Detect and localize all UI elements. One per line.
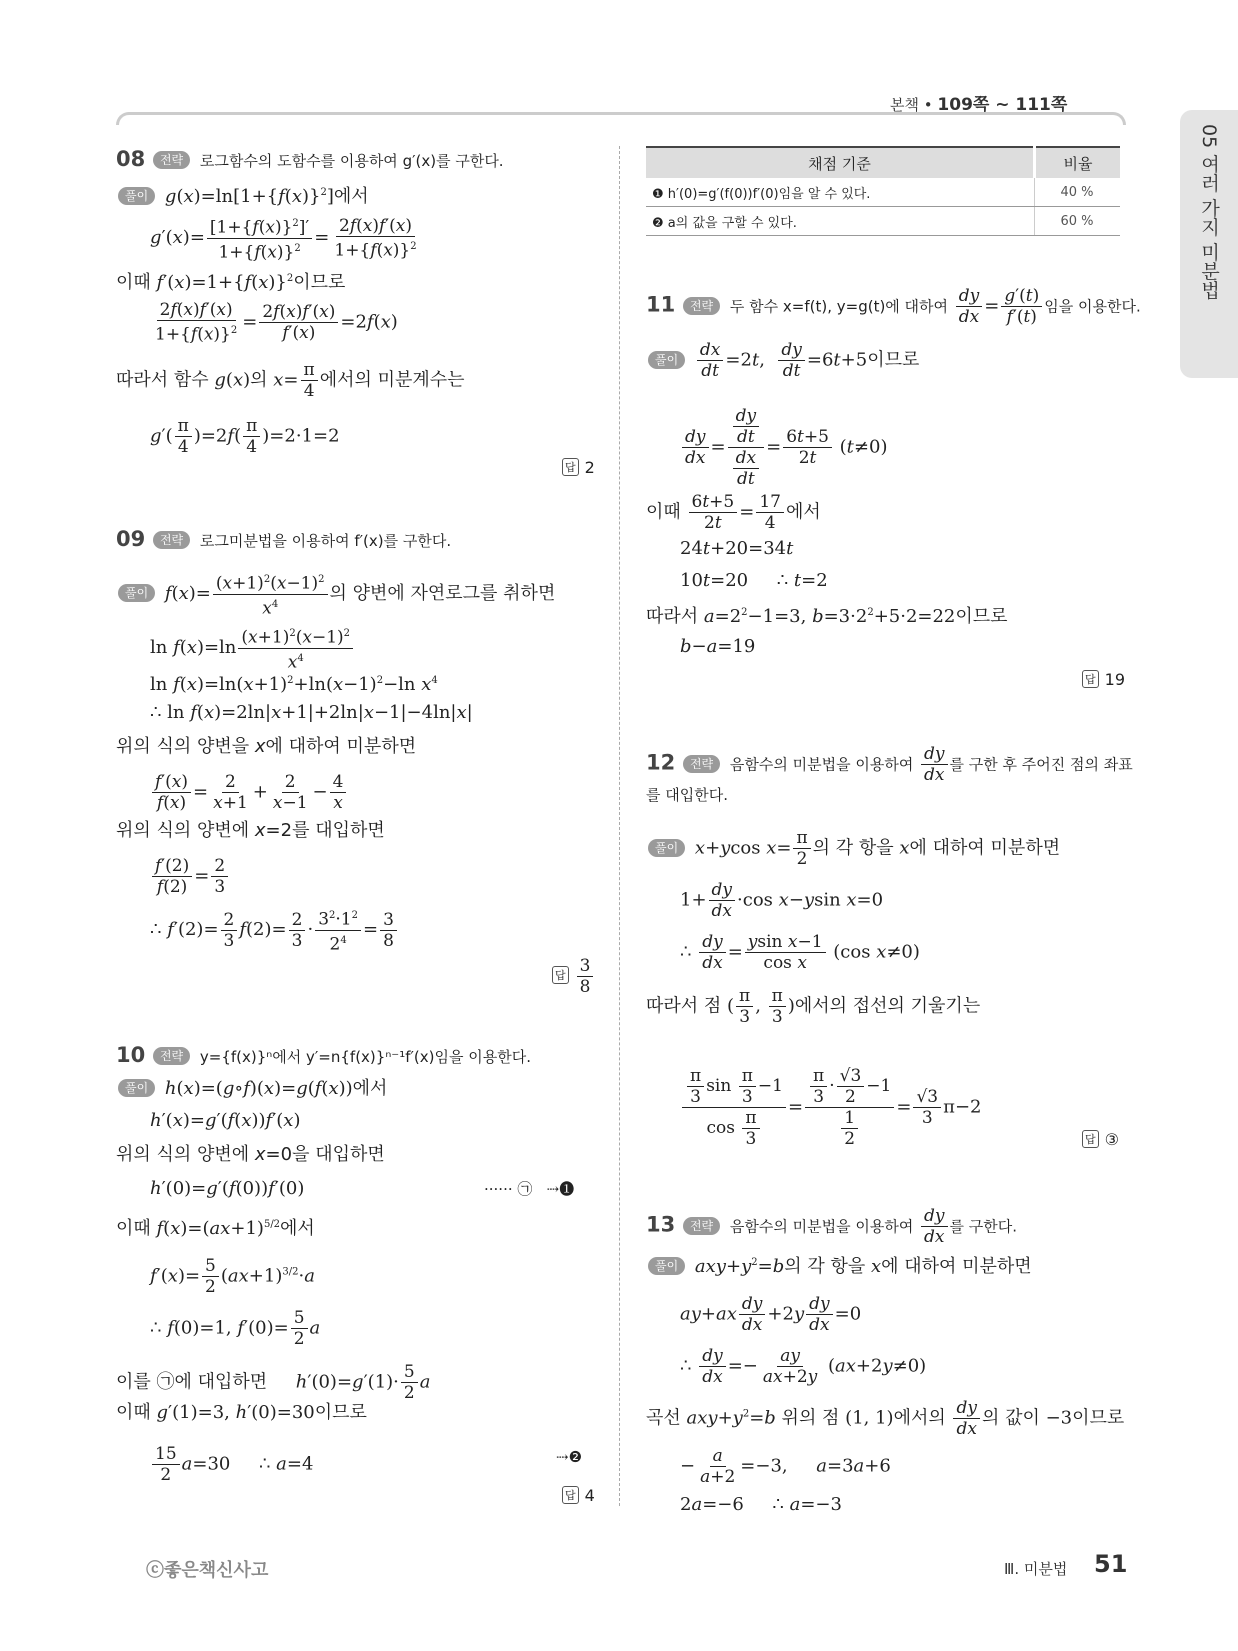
answer-10 — [562, 1486, 595, 1505]
column-divider — [619, 146, 620, 1506]
book-ref: 본책 — [890, 96, 919, 114]
chapter-tab-label: 05 여러 가지 미분법 — [1198, 124, 1220, 300]
answer-mark: 답 — [1082, 670, 1099, 688]
strategy-text-cont: 를 대입한다. — [646, 786, 728, 804]
strategy-badge: 전략 — [683, 297, 720, 315]
math-line: ∴ f(0)=1, f′(0)= $\frac{5}{2}$ a — [150, 1308, 321, 1349]
math-line: ∴ f′(2)= $\frac{2}{3}$ f(2)= $\frac{2}{3}$ · $\frac{3^2\cdot 1^2}{2^4}$ = $\frac{3}{8}$ — [150, 906, 399, 954]
solution-line: 풀이 x+ycos x= $\frac{\pi}{2}$ 의 각 항을 x에 대하여 미분하면 — [646, 828, 1060, 869]
answer-mark: 답 — [552, 966, 569, 984]
problem-10-heading — [116, 1042, 531, 1070]
table-row — [646, 207, 1120, 236]
answer-mark: 답 — [562, 458, 579, 476]
math-line: g′(x)= $\frac{[1+\{f(x)\}^2]'}{1+\{f(x)\}^2}$ = $\frac{2f(x)f'(x)}{1+\{f(x)\}^2}$ — [150, 215, 417, 263]
math-line: f′(x)= $\frac{5}{2}$ $(ax+1)^{3/2}\cdot a$ — [150, 1256, 315, 1297]
answer-08 — [562, 458, 595, 477]
strategy-badge: 전략 — [683, 755, 720, 773]
answer-12 — [1082, 1130, 1119, 1149]
bullet-icon: • — [923, 96, 933, 114]
math-line: ay+ax $\frac{dy}{dx}$ +2y $\frac{dy}{dx}$ =0 — [680, 1294, 862, 1335]
problem-12-heading: 12 전략 음함수의 미분법을 이용하여 $\frac{dy}{dx}$ 를 구한 후 주어진 점의 좌표 — [646, 744, 1133, 785]
strategy-text: y={f(x)}ⁿ에서 y′=n{f(x)}ⁿ⁻¹f′(x)임을 이용한다. — [199, 1048, 531, 1066]
strategy-text: 두 함수 x=f(t), y=g(t)에 대하여 — [729, 297, 949, 316]
math-line: 24t+20=34t — [680, 538, 794, 559]
math-line: $\ln f(x)=\ln(x+1)^2+\ln(x-1)^2-\ln$ $x^4$ — [150, 674, 438, 695]
math-line: ∴ $\frac{dy}{dx}$ = $\frac{\text{ysin x−1}}{\text{cos x}}$ (cos x≠0) — [680, 932, 920, 973]
math-line: h′(x)=g′(f(x))f′(x) — [150, 1110, 301, 1131]
problem-09-heading — [116, 526, 451, 554]
math-line: 이때 $\frac{6t+5}{2t}$ = $\frac{17}{4}$ 에서 — [646, 492, 821, 533]
header-rule — [116, 112, 1126, 125]
math-line: $\frac{\pi}{3}$ sin $\frac{\pi}{3}$ −1 cos $\frac{\pi}{3}$ = $\frac{\pi}{3}$ · $\frac{√3}{2}$ −1 $\frac{1}{2}$ = $\frac{√3}{3}$ π−2 — [680, 1066, 981, 1149]
answer-numerator: 3 — [577, 956, 594, 977]
problem-number: 13 — [646, 1212, 676, 1237]
answer-value: ③ — [1104, 1130, 1119, 1149]
math-line: ······ ㉠ ⇢❶ — [484, 1180, 575, 1198]
answer-11 — [1082, 670, 1125, 689]
solution-line: 풀이 $g(x)=\ln[1+\{f(x)\}^2]$에서 — [116, 180, 369, 210]
solution-line: 풀이 $\frac{dx}{dt}$ =2t, $\frac{dy}{dt}$ =6t+5이므로 — [646, 340, 919, 381]
math-line: − $\frac{a}{a+2}$ =−3, a=3a+6 — [680, 1446, 891, 1487]
table-cell: 60 % — [1035, 207, 1121, 236]
answer-value: 4 — [584, 1486, 595, 1505]
publisher-logo: ⓒ좋은책신사고 — [146, 1560, 269, 1581]
math-line: 위의 식의 양변을 x에 대하여 미분하면 — [116, 736, 417, 757]
answer-value: 2 — [584, 458, 595, 477]
table-header-criteria: 채점 기준 — [646, 147, 1035, 178]
answer-mark: 답 — [1082, 1130, 1099, 1148]
strategy-text: 로그미분법을 이용하여 f′(x)를 구한다. — [199, 532, 452, 550]
math-line: 1+ $\frac{dy}{dx}$ ·cos x−ysin x=0 — [680, 880, 884, 921]
math-line: 이를 ㉠에 대입하면 h′(0)=g′(1)· $\frac{5}{2}$ a — [116, 1362, 431, 1403]
strategy-text: 음함수의 미분법을 이용하여 — [729, 755, 914, 774]
page-range: 109쪽 ~ 111쪽 — [937, 95, 1068, 115]
math-line: 2a=−6 ∴ a=−3 — [680, 1494, 842, 1515]
math-line: ∴ $\frac{dy}{dx}$ =− $\frac{ay}{ax+2y}$ (ax+2y≠0) — [680, 1346, 927, 1387]
solution-badge: 풀이 — [648, 839, 685, 857]
strategy-text-mid: 를 구한 후 주어진 점의 좌표 — [949, 755, 1133, 774]
strategy-badge: 전략 — [153, 531, 190, 549]
table-row — [646, 178, 1120, 207]
math-line: ln f(x)=ln $\frac{(x+1)^2(x-1)^2}{x^4}$ — [150, 624, 355, 672]
math-line: $\frac{2f(x)f'(x)}{1+\{f(x)\}^2}$ = $\frac{2f(x)f'(x)}{f'(x)}$ =2f(x) — [155, 300, 398, 345]
answer-value: 19 — [1104, 670, 1125, 689]
scoring-criteria-table — [646, 146, 1120, 236]
math-line: g′( $\frac{\pi}{4}$ )=2f( $\frac{\pi}{4}$ )=2·1=2 — [150, 416, 340, 457]
math-line: $\frac{f'(x)}{f(x)}$ = $\frac{2}{x+1}$ + $\frac{2}{x-1}$ − $\frac{4}{x}$ — [150, 772, 348, 813]
math-line: b−a=19 — [680, 636, 756, 657]
solution-badge: 풀이 — [648, 351, 685, 369]
math-line: $\frac{dy}{dx}$ = $\frac{\frac{dy}{dt}}{\frac{dx}{dt}}$ = $\frac{6t+5}{2t}$ (t≠0) — [680, 406, 887, 489]
problem-number: 08 — [116, 147, 146, 171]
solution-badge: 풀이 — [648, 1257, 685, 1275]
solution-badge: 풀이 — [118, 584, 155, 602]
math-line: 따라서 점 ( $\frac{\pi}{3}$ , $\frac{\pi}{3}$ )에서의 접선의 기울기는 — [646, 986, 981, 1027]
problem-number: 11 — [646, 292, 676, 317]
problem-number: 10 — [116, 1043, 146, 1067]
math-line: ⇢❷ — [556, 1448, 583, 1466]
math-line: 위의 식의 양변에 x=2를 대입하면 — [116, 820, 385, 841]
table-header-ratio: 비율 — [1035, 147, 1121, 178]
footer-section: Ⅲ. 미분법 — [1004, 1560, 1068, 1578]
problem-11-heading: 11 전략 두 함수 x=f(t), y=g(t)에 대하여 $\frac{dy}{dx}$ = $\frac{g'(t)}{f'(t)}$ 임을 이용한다. — [646, 286, 1141, 327]
problem-number: 12 — [646, 750, 676, 775]
math-line: $\frac{f'(2)}{f(2)}$ = $\frac{2}{3}$ — [150, 856, 230, 897]
math-line: 이때 g′(1)=3, h′(0)=30이므로 — [116, 1402, 367, 1423]
strategy-badge: 전략 — [153, 1047, 190, 1065]
math-line: 위의 식의 양변에 x=0을 대입하면 — [116, 1144, 385, 1165]
problem-13-heading: 13 전략 음함수의 미분법을 이용하여 $\frac{dy}{dx}$ 를 구한다. — [646, 1206, 1018, 1247]
answer-09 — [552, 956, 595, 997]
math-line: 곡선 $axy+y^2=b$ 위의 점 (1, 1)에서의 $\frac{dy}{dx}$ 의 값이 −3이므로 — [646, 1398, 1125, 1439]
strategy-badge: 전략 — [683, 1217, 720, 1235]
problem-number: 09 — [116, 527, 146, 551]
math-line: ∴ ln f(x)=2ln|x+1|+2ln|x−1|−4ln|x| — [150, 702, 473, 723]
answer-denominator: 8 — [579, 977, 591, 997]
solution-line: 풀이 f(x)= $\frac{(x+1)^2(x-1)^2}{x^4}$ 의 양변에 자연로그를 취하면 — [116, 570, 555, 618]
math-line: $\frac{15}{2}$ a=30 ∴ a=4 — [150, 1444, 313, 1485]
page-number: 51 — [1094, 1550, 1128, 1578]
problem-08-heading — [116, 146, 504, 174]
answer-mark: 답 — [562, 1486, 579, 1504]
solution-line: 풀이 h(x)=(g∘f)(x)=g(f(x))에서 — [116, 1076, 387, 1102]
strategy-text-end: 를 구한다. — [949, 1217, 1018, 1236]
math-line: h′(0)=g′(f(0))f′(0) — [150, 1178, 305, 1199]
table-cell: ❶ h′(0)=g′(f(0))f′(0)임을 알 수 있다. — [646, 178, 1035, 207]
solution-badge: 풀이 — [118, 1079, 155, 1097]
strategy-text-end: 임을 이용한다. — [1044, 297, 1141, 316]
table-cell: 40 % — [1035, 178, 1121, 207]
solution-line: 풀이 $axy+y^2=b$의 각 항을 x에 대하여 미분하면 — [646, 1250, 1032, 1280]
math-line: 따라서 함수 g(x)의 x= $\frac{\pi}{4}$ 에서의 미분계수는 — [116, 360, 465, 401]
strategy-badge: 전략 — [153, 151, 190, 169]
solution-badge: 풀이 — [118, 187, 155, 205]
math-line: 이때 $f(x)=(ax+1)^{5/2}$에서 — [116, 1218, 315, 1239]
chapter-side-tab[interactable] — [1180, 110, 1238, 378]
strategy-text: 음함수의 미분법을 이용하여 — [729, 1217, 914, 1236]
math-line: 10t=20 ∴ t=2 — [680, 570, 828, 591]
math-line: 따라서 $a=2^2-1=3$, $b=3\cdot 2^2+5\cdot 2=22$이므로 — [646, 606, 1008, 627]
math-line: 이때 $f'(x)=1+\{f(x)\}^2$이므로 — [116, 272, 346, 293]
strategy-text: 로그함수의 도함수를 이용하여 g′(x)를 구한다. — [199, 152, 504, 170]
table-cell: ❷ a의 값을 구할 수 있다. — [646, 207, 1035, 236]
